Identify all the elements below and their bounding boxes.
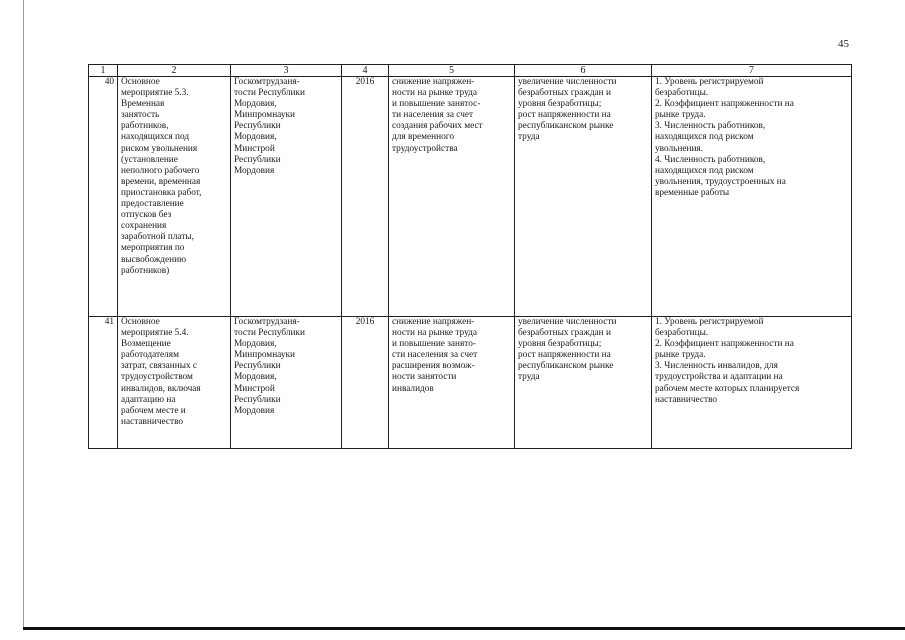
text-line: 1. Уровень регистрируемой (655, 317, 764, 327)
text-line: республиканском рынке (518, 361, 614, 372)
text-line: сти населения за счет (392, 350, 478, 361)
text-line: риском увольнения (121, 143, 198, 154)
text-line: Возмещение (121, 339, 171, 350)
row-number: 41 (89, 317, 118, 449)
text-line: увеличение численности (518, 77, 617, 87)
text-line: наставничество (121, 416, 184, 427)
text-line: расширения возмож- (392, 361, 475, 372)
executor-cell (231, 317, 342, 449)
page-bottom-edge (23, 627, 905, 630)
text-line: мероприятия по (121, 243, 185, 254)
text-line: Республики (234, 394, 281, 405)
text-line: 3. Численность инвалидов, для (655, 361, 778, 372)
text-line: 2. Коэффициент напряженности на (655, 339, 794, 350)
text-line: увеличение численности (518, 317, 617, 327)
text-line: Мордовия (234, 405, 275, 416)
text-line: мероприятие 5.4. (121, 328, 189, 339)
text-line: безработицы. (655, 328, 709, 339)
text-line: заработной платы, (121, 232, 194, 243)
executor-cell (231, 77, 342, 317)
text-line: для временного (392, 132, 454, 143)
expected-result-cell (389, 317, 515, 449)
text-line: неполного рабочего (121, 165, 200, 176)
header-cell-3: 3 (231, 65, 342, 77)
consequences-cell (515, 77, 652, 317)
text-line: находящихся под риском (655, 132, 754, 143)
text-line: наставничество (655, 394, 718, 405)
text-line: Республики (234, 154, 281, 165)
text-line: увольнения, трудоустроенных на (655, 176, 786, 187)
indicators-cell (652, 317, 852, 449)
text-line: Республики (234, 121, 281, 132)
text-line: безработицы. (655, 88, 709, 99)
header-cell-6: 6 (515, 65, 652, 77)
text-line: и повышение занятос- (392, 99, 481, 110)
table-row (89, 77, 852, 317)
text-line: 3. Численность работников, (655, 121, 766, 132)
text-line: трудоустройством (121, 372, 193, 383)
text-line: 2. Коэффициент напряженности на (655, 99, 794, 110)
indicators-cell (652, 77, 852, 317)
header-cell-7: 7 (652, 65, 852, 77)
text-line: Минстрой (234, 143, 275, 154)
text-line: сохранения (121, 221, 167, 232)
text-line: Минстрой (234, 383, 275, 394)
measure-name-cell (118, 77, 231, 317)
text-line: мероприятие 5.3. (121, 88, 189, 99)
text-line: рынке труда. (655, 110, 706, 121)
page-number: 45 (838, 38, 849, 50)
text-line: снижение напряжен- (392, 317, 475, 327)
row-number: 40 (89, 77, 118, 317)
text-line: ности на рынке труда (392, 328, 477, 339)
text-line: занятость (121, 110, 160, 121)
text-line: инвалидов (392, 383, 434, 394)
text-line: уровня безработицы; (518, 99, 602, 110)
text-line: инвалидов, включая (121, 383, 201, 394)
text-line: приостановка работ, (121, 187, 202, 198)
text-line: высвобождению (121, 254, 187, 265)
text-line: работников) (121, 265, 170, 276)
text-line: рост напряженности на (518, 110, 611, 121)
text-line: 4. Численность работников, (655, 154, 766, 165)
text-line: трудоустройства (392, 143, 458, 154)
text-line: затрат, связанных с (121, 361, 198, 372)
text-line: рабочем месте и (121, 405, 186, 416)
text-line: Мордовия, (234, 372, 277, 383)
text-line: Республики (234, 361, 281, 372)
text-line: Госкомтрудзаня- (234, 317, 300, 327)
text-line: работодателям (121, 350, 179, 361)
text-line: трудоустройства и адаптации на (655, 372, 783, 383)
text-line: Временная (121, 99, 165, 110)
text-line: ности занятости (392, 372, 457, 383)
year-cell: 2016 (342, 317, 389, 449)
text-line: Минпромнауки (234, 350, 295, 361)
text-line: увольнения. (655, 143, 704, 154)
text-line: снижение напряжен- (392, 77, 475, 87)
text-line: ти населения за счет (392, 110, 474, 121)
text-line: труда (518, 132, 540, 143)
header-cell-5: 5 (389, 65, 515, 77)
header-cell-4: 4 (342, 65, 389, 77)
text-line: безработных граждан и (518, 88, 611, 99)
text-line: временные работы (655, 187, 730, 198)
text-line: тости Республики (234, 88, 305, 99)
text-line: Мордовия, (234, 132, 277, 143)
text-line: Основное (121, 77, 160, 87)
measures-table (88, 64, 852, 449)
measure-name-cell (118, 317, 231, 449)
text-line: Госкомтрудзаня- (234, 77, 300, 87)
text-line: (установление (121, 154, 178, 165)
text-line: отпусков без (121, 210, 172, 221)
text-line: времени, временная (121, 176, 201, 187)
text-line: предоставление (121, 199, 184, 210)
text-line: рынке труда. (655, 350, 706, 361)
text-line: уровня безработицы; (518, 339, 602, 350)
text-line: 1. Уровень регистрируемой (655, 77, 764, 87)
text-line: Основное (121, 317, 160, 327)
header-cell-2: 2 (118, 65, 231, 77)
text-line: рост напряженности на (518, 350, 611, 361)
text-line: ности на рынке труда (392, 88, 477, 99)
table-header-row (89, 65, 852, 77)
text-line: работников, (121, 121, 169, 132)
text-line: Мордовия (234, 165, 275, 176)
text-line: создания рабочих мест (392, 121, 483, 132)
text-line: рабочем месте которых планируется (655, 383, 800, 394)
text-line: Мордовия, (234, 339, 277, 350)
text-line: безработных граждан и (518, 328, 611, 339)
text-line: находящихся под риском (655, 165, 754, 176)
expected-result-cell (389, 77, 515, 317)
text-line: Минпромнауки (234, 110, 295, 121)
page-left-edge (23, 0, 24, 628)
text-line: тости Республики (234, 328, 305, 339)
text-line: находящихся под (121, 132, 190, 143)
consequences-cell (515, 317, 652, 449)
text-line: труда (518, 372, 540, 383)
text-line: республиканском рынке (518, 121, 614, 132)
table-row (89, 317, 852, 449)
text-line: адаптацию на (121, 394, 176, 405)
year-cell: 2016 (342, 77, 389, 317)
text-line: Мордовия, (234, 99, 277, 110)
header-cell-1: 1 (89, 65, 118, 77)
text-line: и повышение занято- (392, 339, 476, 350)
